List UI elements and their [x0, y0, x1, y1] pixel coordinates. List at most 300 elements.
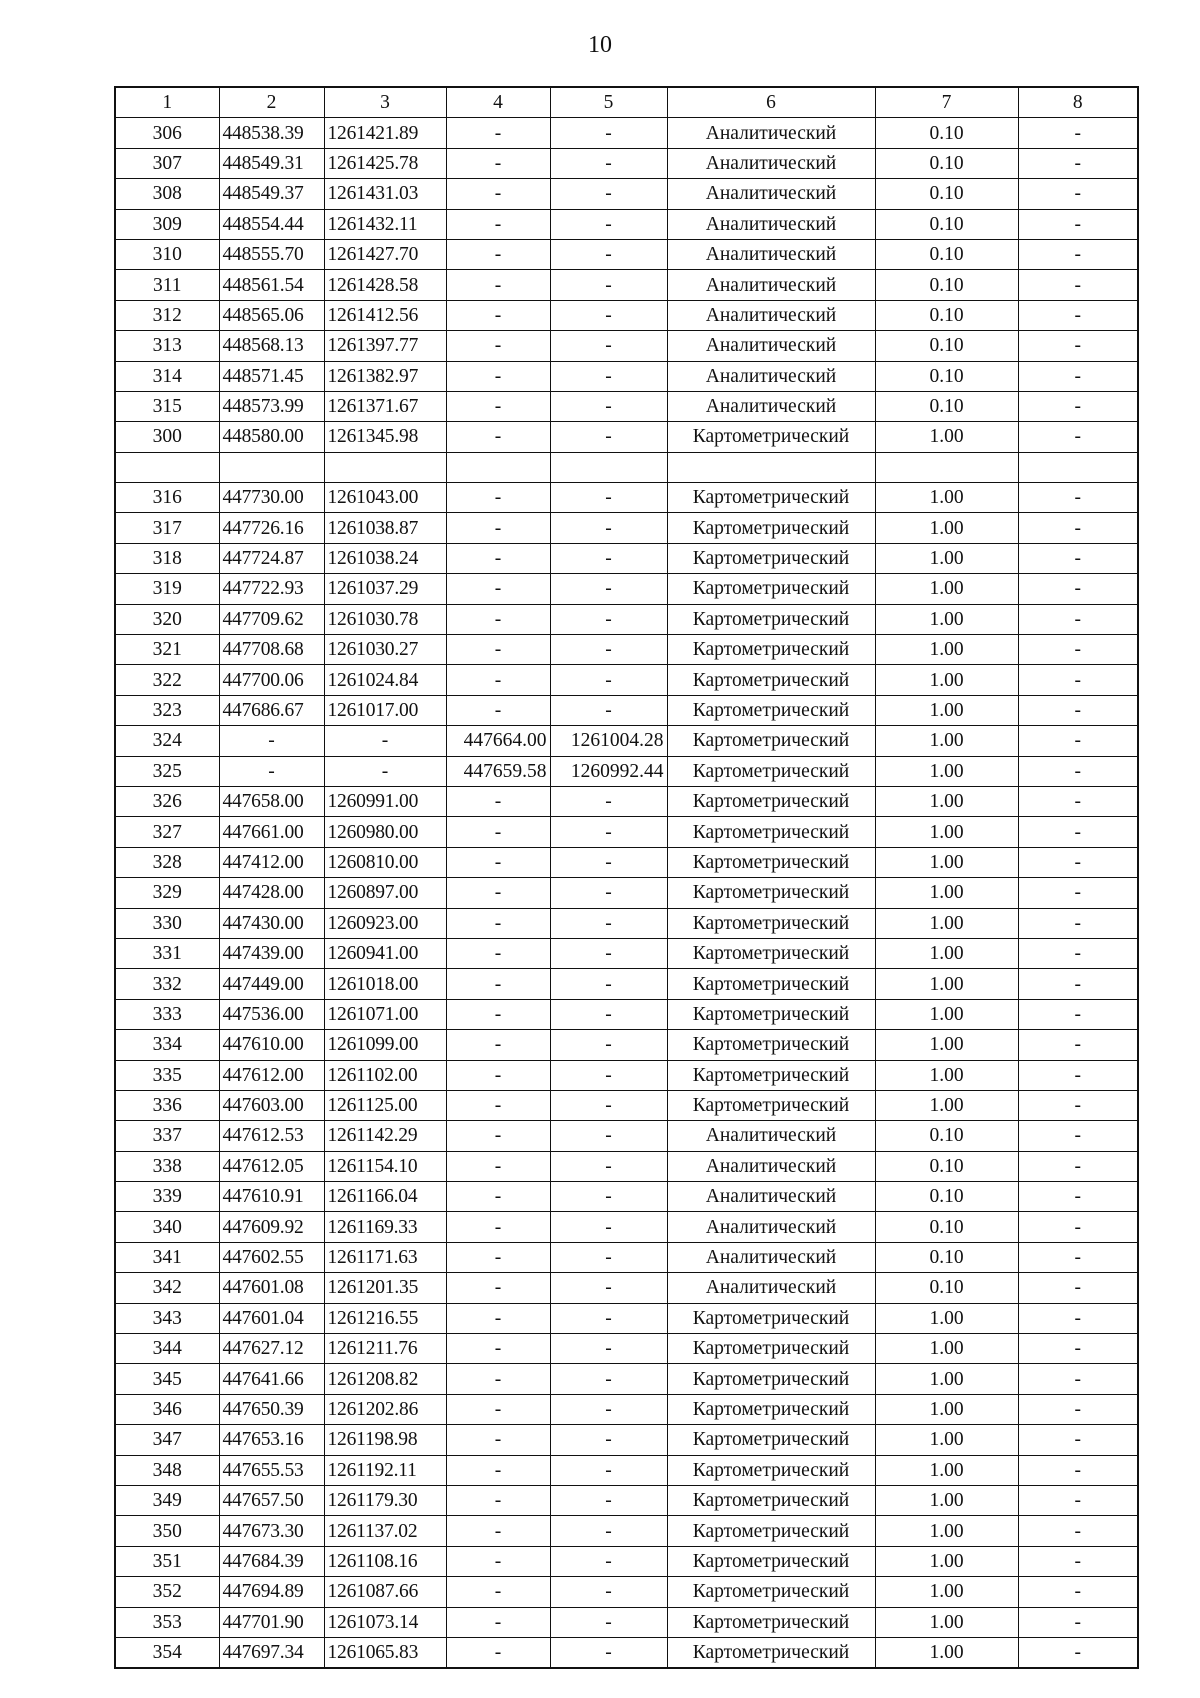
table-cell: -: [1018, 239, 1138, 269]
header-cell: 2: [219, 87, 324, 118]
table-cell: 1261004.28: [550, 726, 667, 756]
table-cell: 1261179.30: [324, 1485, 446, 1515]
table-cell: 447601.04: [219, 1303, 324, 1333]
table-cell: 448571.45: [219, 361, 324, 391]
table-cell: 1261208.82: [324, 1364, 446, 1394]
table-cell: -: [550, 1485, 667, 1515]
table-cell: -: [1018, 1212, 1138, 1242]
table-cell: 1.00: [875, 1455, 1018, 1485]
table-cell: 447610.00: [219, 1030, 324, 1060]
table-cell: 447657.50: [219, 1485, 324, 1515]
table-cell: -: [446, 1425, 550, 1455]
table-cell: -: [550, 513, 667, 543]
table-row: [115, 878, 1138, 908]
table-cell: 320: [115, 604, 219, 634]
table-cell: -: [446, 1485, 550, 1515]
table-cell: Аналитический: [667, 361, 875, 391]
table-cell: [550, 452, 667, 482]
table-row: [115, 148, 1138, 178]
table-cell: -: [550, 786, 667, 816]
table-cell: 1261371.67: [324, 391, 446, 421]
table-cell: 338: [115, 1151, 219, 1181]
table-cell: -: [1018, 148, 1138, 178]
table-cell: 317: [115, 513, 219, 543]
table-cell: -: [550, 999, 667, 1029]
table-cell: 1261071.00: [324, 999, 446, 1029]
table-cell: 306: [115, 118, 219, 148]
table-cell: -: [446, 1060, 550, 1090]
table-cell: -: [446, 1394, 550, 1424]
table-cell: -: [550, 878, 667, 908]
table-cell: 447612.00: [219, 1060, 324, 1090]
table-cell: 1.00: [875, 665, 1018, 695]
table-cell: 339: [115, 1182, 219, 1212]
table-cell: 1261030.27: [324, 635, 446, 665]
table-cell: [115, 452, 219, 482]
table-cell: Картометрический: [667, 817, 875, 847]
table-cell: -: [1018, 635, 1138, 665]
table-cell: -: [550, 179, 667, 209]
table-cell: 448580.00: [219, 422, 324, 452]
table-cell: Аналитический: [667, 331, 875, 361]
table-cell: 1261211.76: [324, 1334, 446, 1364]
table-cell: 1261427.70: [324, 239, 446, 269]
table-row: [115, 786, 1138, 816]
table-row: [115, 300, 1138, 330]
table-cell: -: [1018, 1090, 1138, 1120]
table-cell: 447428.00: [219, 878, 324, 908]
table-cell: 334: [115, 1030, 219, 1060]
table-cell: 345: [115, 1364, 219, 1394]
table-cell: Аналитический: [667, 1242, 875, 1272]
table-cell: Аналитический: [667, 1121, 875, 1151]
table-cell: 0.10: [875, 361, 1018, 391]
table-cell: -: [1018, 1485, 1138, 1515]
table-cell: 1260810.00: [324, 847, 446, 877]
table-cell: Картометрический: [667, 422, 875, 452]
table-cell: 0.10: [875, 300, 1018, 330]
table-row: [115, 817, 1138, 847]
table-cell: -: [446, 1273, 550, 1303]
table-cell: 342: [115, 1273, 219, 1303]
table-cell: -: [1018, 756, 1138, 786]
table-cell: 310: [115, 239, 219, 269]
table-cell: -: [550, 1182, 667, 1212]
table-cell: -: [550, 1030, 667, 1060]
table-cell: -: [1018, 331, 1138, 361]
coordinates-table: [114, 86, 1139, 1669]
table-cell: 1.00: [875, 938, 1018, 968]
table-cell: 447641.66: [219, 1364, 324, 1394]
table-cell: 447661.00: [219, 817, 324, 847]
table-cell: 0.10: [875, 331, 1018, 361]
table-cell: 1.00: [875, 999, 1018, 1029]
table-cell: 1260991.00: [324, 786, 446, 816]
table-cell: -: [446, 1334, 550, 1364]
table-cell: 335: [115, 1060, 219, 1090]
table-cell: 318: [115, 543, 219, 573]
table-cell: 352: [115, 1577, 219, 1607]
table-cell: 447673.30: [219, 1516, 324, 1546]
table-cell: -: [1018, 1637, 1138, 1668]
table-cell: 1261087.66: [324, 1577, 446, 1607]
table-cell: 1261412.56: [324, 300, 446, 330]
header-cell: 3: [324, 87, 446, 118]
table-cell: 1.00: [875, 574, 1018, 604]
table-cell: 348: [115, 1455, 219, 1485]
table-row: [115, 1607, 1138, 1637]
table-cell: 1261166.04: [324, 1182, 446, 1212]
table-cell: 327: [115, 817, 219, 847]
table-cell: -: [1018, 270, 1138, 300]
table-cell: 448555.70: [219, 239, 324, 269]
table-cell: 1260980.00: [324, 817, 446, 847]
table-row: [115, 179, 1138, 209]
table-cell: -: [550, 1303, 667, 1333]
table-cell: 343: [115, 1303, 219, 1333]
table-cell: -: [550, 391, 667, 421]
table-row: [115, 1212, 1138, 1242]
table-cell: -: [1018, 969, 1138, 999]
table-cell: -: [219, 756, 324, 786]
table-cell: 0.10: [875, 1151, 1018, 1181]
table-cell: -: [1018, 817, 1138, 847]
table-cell: -: [1018, 1060, 1138, 1090]
table-cell: [875, 452, 1018, 482]
table-cell: -: [1018, 483, 1138, 513]
table-cell: 447609.92: [219, 1212, 324, 1242]
table-cell: -: [446, 483, 550, 513]
header-cell: 5: [550, 87, 667, 118]
table-cell: -: [446, 604, 550, 634]
table-cell: -: [446, 695, 550, 725]
table-row: [115, 118, 1138, 148]
table-cell: 324: [115, 726, 219, 756]
table-cell: -: [446, 361, 550, 391]
table-cell: -: [446, 999, 550, 1029]
table-cell: 0.10: [875, 1212, 1018, 1242]
table-cell: Картометрический: [667, 635, 875, 665]
table-cell: 1.00: [875, 1364, 1018, 1394]
table-cell: -: [550, 1090, 667, 1120]
table-cell: 326: [115, 786, 219, 816]
table-cell: 1261431.03: [324, 179, 446, 209]
table-cell: 1.00: [875, 1030, 1018, 1060]
table-cell: Картометрический: [667, 999, 875, 1029]
table-cell: 1.00: [875, 1060, 1018, 1090]
table-cell: Картометрический: [667, 756, 875, 786]
table-cell: -: [1018, 695, 1138, 725]
table-cell: -: [1018, 604, 1138, 634]
table-cell: 1261397.77: [324, 331, 446, 361]
table-cell: 312: [115, 300, 219, 330]
table-cell: 1.00: [875, 756, 1018, 786]
table-cell: 0.10: [875, 209, 1018, 239]
table-cell: 0.10: [875, 239, 1018, 269]
table-cell: Картометрический: [667, 1485, 875, 1515]
table-cell: -: [1018, 513, 1138, 543]
table-cell: -: [1018, 726, 1138, 756]
table-cell: Картометрический: [667, 1516, 875, 1546]
table-cell: -: [446, 179, 550, 209]
table-cell: -: [550, 1455, 667, 1485]
table-cell: 0.10: [875, 1182, 1018, 1212]
table-row: [115, 391, 1138, 421]
table-cell: 447412.00: [219, 847, 324, 877]
table-cell: -: [324, 726, 446, 756]
table-row: [115, 1303, 1138, 1333]
table-row: [115, 999, 1138, 1029]
table-cell: 0.10: [875, 179, 1018, 209]
table-cell: -: [1018, 1334, 1138, 1364]
table-cell: -: [550, 209, 667, 239]
table-cell: -: [1018, 999, 1138, 1029]
table-cell: -: [446, 1607, 550, 1637]
table-cell: 0.10: [875, 1273, 1018, 1303]
table-cell: -: [550, 361, 667, 391]
table-cell: 1261428.58: [324, 270, 446, 300]
table-cell: -: [446, 1182, 550, 1212]
table-cell: 0.10: [875, 118, 1018, 148]
table-cell: 1.00: [875, 1090, 1018, 1120]
table-cell: 0.10: [875, 270, 1018, 300]
table-cell: -: [1018, 938, 1138, 968]
table-cell: -: [550, 1607, 667, 1637]
table-cell: 447602.55: [219, 1242, 324, 1272]
table-cell: 1.00: [875, 817, 1018, 847]
table-cell: 1.00: [875, 513, 1018, 543]
table-cell: Аналитический: [667, 179, 875, 209]
table-cell: -: [550, 1151, 667, 1181]
table-cell: -: [550, 543, 667, 573]
table-cell: -: [446, 847, 550, 877]
table-cell: 447708.68: [219, 635, 324, 665]
table-cell: 448554.44: [219, 209, 324, 239]
table-cell: [219, 452, 324, 482]
table-cell: 447612.05: [219, 1151, 324, 1181]
table-cell: [1018, 452, 1138, 482]
table-cell: Картометрический: [667, 726, 875, 756]
table-cell: -: [1018, 908, 1138, 938]
table-cell: 1.00: [875, 878, 1018, 908]
table-cell: -: [446, 1637, 550, 1668]
table-cell: -: [446, 270, 550, 300]
table-cell: Аналитический: [667, 1182, 875, 1212]
table-cell: 1260941.00: [324, 938, 446, 968]
table-cell: 1261099.00: [324, 1030, 446, 1060]
table-cell: -: [1018, 1516, 1138, 1546]
table-cell: 448573.99: [219, 391, 324, 421]
table-cell: 447684.39: [219, 1546, 324, 1576]
table-cell: 309: [115, 209, 219, 239]
table-cell: -: [1018, 574, 1138, 604]
table-row: [115, 1334, 1138, 1364]
page-number: 10: [588, 32, 612, 58]
table-cell: -: [1018, 543, 1138, 573]
table-cell: -: [1018, 361, 1138, 391]
table-cell: -: [446, 1303, 550, 1333]
table-row: [115, 756, 1138, 786]
table-cell: 1260923.00: [324, 908, 446, 938]
table-body: [115, 118, 1138, 1668]
table-cell: -: [1018, 1607, 1138, 1637]
header-cell: 1: [115, 87, 219, 118]
table-cell: -: [446, 665, 550, 695]
table-cell: Картометрический: [667, 695, 875, 725]
table-cell: -: [550, 422, 667, 452]
table-row: [115, 452, 1138, 482]
table-cell: 1.00: [875, 1485, 1018, 1515]
table-row: [115, 1546, 1138, 1576]
table-cell: -: [446, 118, 550, 148]
table-row: [115, 604, 1138, 634]
table-cell: Аналитический: [667, 300, 875, 330]
table-cell: Картометрический: [667, 1303, 875, 1333]
table-cell: -: [219, 726, 324, 756]
table-cell: Картометрический: [667, 1090, 875, 1120]
table-cell: 448565.06: [219, 300, 324, 330]
table-cell: -: [446, 391, 550, 421]
table-row: [115, 908, 1138, 938]
table-row: [115, 1182, 1138, 1212]
table-row: [115, 726, 1138, 756]
table-cell: 1261030.78: [324, 604, 446, 634]
table-row: [115, 1090, 1138, 1120]
table-cell: -: [1018, 1242, 1138, 1272]
table-cell: -: [550, 1060, 667, 1090]
table-cell: -: [446, 239, 550, 269]
table-cell: 0.10: [875, 391, 1018, 421]
table-cell: -: [550, 847, 667, 877]
table-cell: Аналитический: [667, 239, 875, 269]
table-row: [115, 543, 1138, 573]
table-cell: -: [1018, 1303, 1138, 1333]
table-cell: Картометрический: [667, 938, 875, 968]
table-cell: 1261017.00: [324, 695, 446, 725]
table-cell: -: [550, 938, 667, 968]
table-cell: 1261108.16: [324, 1546, 446, 1576]
table-cell: 316: [115, 483, 219, 513]
table-cell: Картометрический: [667, 878, 875, 908]
table-cell: -: [446, 1364, 550, 1394]
table-row: [115, 1030, 1138, 1060]
table-cell: 330: [115, 908, 219, 938]
table-cell: -: [550, 1121, 667, 1151]
table-row: [115, 1273, 1138, 1303]
table-cell: -: [550, 1242, 667, 1272]
table-cell: -: [446, 908, 550, 938]
table-cell: 1261171.63: [324, 1242, 446, 1272]
table-cell: -: [550, 908, 667, 938]
table-cell: Аналитический: [667, 1151, 875, 1181]
table-cell: 307: [115, 148, 219, 178]
table-cell: 1261038.87: [324, 513, 446, 543]
table-cell: 1.00: [875, 695, 1018, 725]
table-row: [115, 847, 1138, 877]
table-cell: 329: [115, 878, 219, 908]
table-cell: 1.00: [875, 604, 1018, 634]
table-row: [115, 239, 1138, 269]
table-cell: -: [550, 331, 667, 361]
table-row: [115, 635, 1138, 665]
table-cell: 341: [115, 1242, 219, 1272]
table-cell: -: [550, 1364, 667, 1394]
table-cell: -: [446, 1577, 550, 1607]
table-cell: 1261073.14: [324, 1607, 446, 1637]
table-cell: 346: [115, 1394, 219, 1424]
table-cell: 447700.06: [219, 665, 324, 695]
table-cell: 447658.00: [219, 786, 324, 816]
table-cell: 1261382.97: [324, 361, 446, 391]
table-cell: -: [550, 483, 667, 513]
table-cell: Картометрический: [667, 1394, 875, 1424]
table-cell: 0.10: [875, 1121, 1018, 1151]
table-cell: Картометрический: [667, 786, 875, 816]
table-cell: 1260992.44: [550, 756, 667, 786]
header-cell: 7: [875, 87, 1018, 118]
table-cell: Картометрический: [667, 1334, 875, 1364]
table-row: [115, 331, 1138, 361]
table-cell: [324, 452, 446, 482]
table-row: [115, 1577, 1138, 1607]
table-cell: 448538.39: [219, 118, 324, 148]
table-cell: -: [1018, 1151, 1138, 1181]
table-cell: 322: [115, 665, 219, 695]
table-cell: 1.00: [875, 1577, 1018, 1607]
table-cell: 340: [115, 1212, 219, 1242]
table-cell: 447726.16: [219, 513, 324, 543]
table-cell: 315: [115, 391, 219, 421]
table-cell: 1.00: [875, 786, 1018, 816]
table-cell: 1.00: [875, 969, 1018, 999]
table-cell: 1261038.24: [324, 543, 446, 573]
table-cell: -: [550, 969, 667, 999]
table-row: [115, 574, 1138, 604]
table-cell: 1.00: [875, 1516, 1018, 1546]
table-cell: -: [1018, 1121, 1138, 1151]
table-cell: 1260897.00: [324, 878, 446, 908]
table-cell: 313: [115, 331, 219, 361]
table-cell: 347: [115, 1425, 219, 1455]
table-cell: Картометрический: [667, 543, 875, 573]
table-cell: 337: [115, 1121, 219, 1151]
table-cell: 1.00: [875, 1637, 1018, 1668]
table-cell: -: [446, 1242, 550, 1272]
table-cell: -: [550, 604, 667, 634]
table-cell: -: [446, 300, 550, 330]
table-cell: -: [1018, 209, 1138, 239]
table-cell: -: [446, 543, 550, 573]
table-cell: 447627.12: [219, 1334, 324, 1364]
table-cell: 448549.31: [219, 148, 324, 178]
table-row: [115, 483, 1138, 513]
table-cell: -: [446, 817, 550, 847]
table-cell: 1.00: [875, 1425, 1018, 1455]
table-row: [115, 969, 1138, 999]
table-cell: -: [446, 786, 550, 816]
table-cell: -: [446, 331, 550, 361]
table-cell: 447694.89: [219, 1577, 324, 1607]
header-cell: 8: [1018, 87, 1138, 118]
table-cell: -: [446, 1151, 550, 1181]
header-row: [115, 87, 1138, 118]
table-cell: -: [1018, 422, 1138, 452]
table-cell: Картометрический: [667, 847, 875, 877]
table-cell: -: [446, 422, 550, 452]
table-cell: Аналитический: [667, 1212, 875, 1242]
table-cell: -: [550, 695, 667, 725]
table-cell: Картометрический: [667, 665, 875, 695]
